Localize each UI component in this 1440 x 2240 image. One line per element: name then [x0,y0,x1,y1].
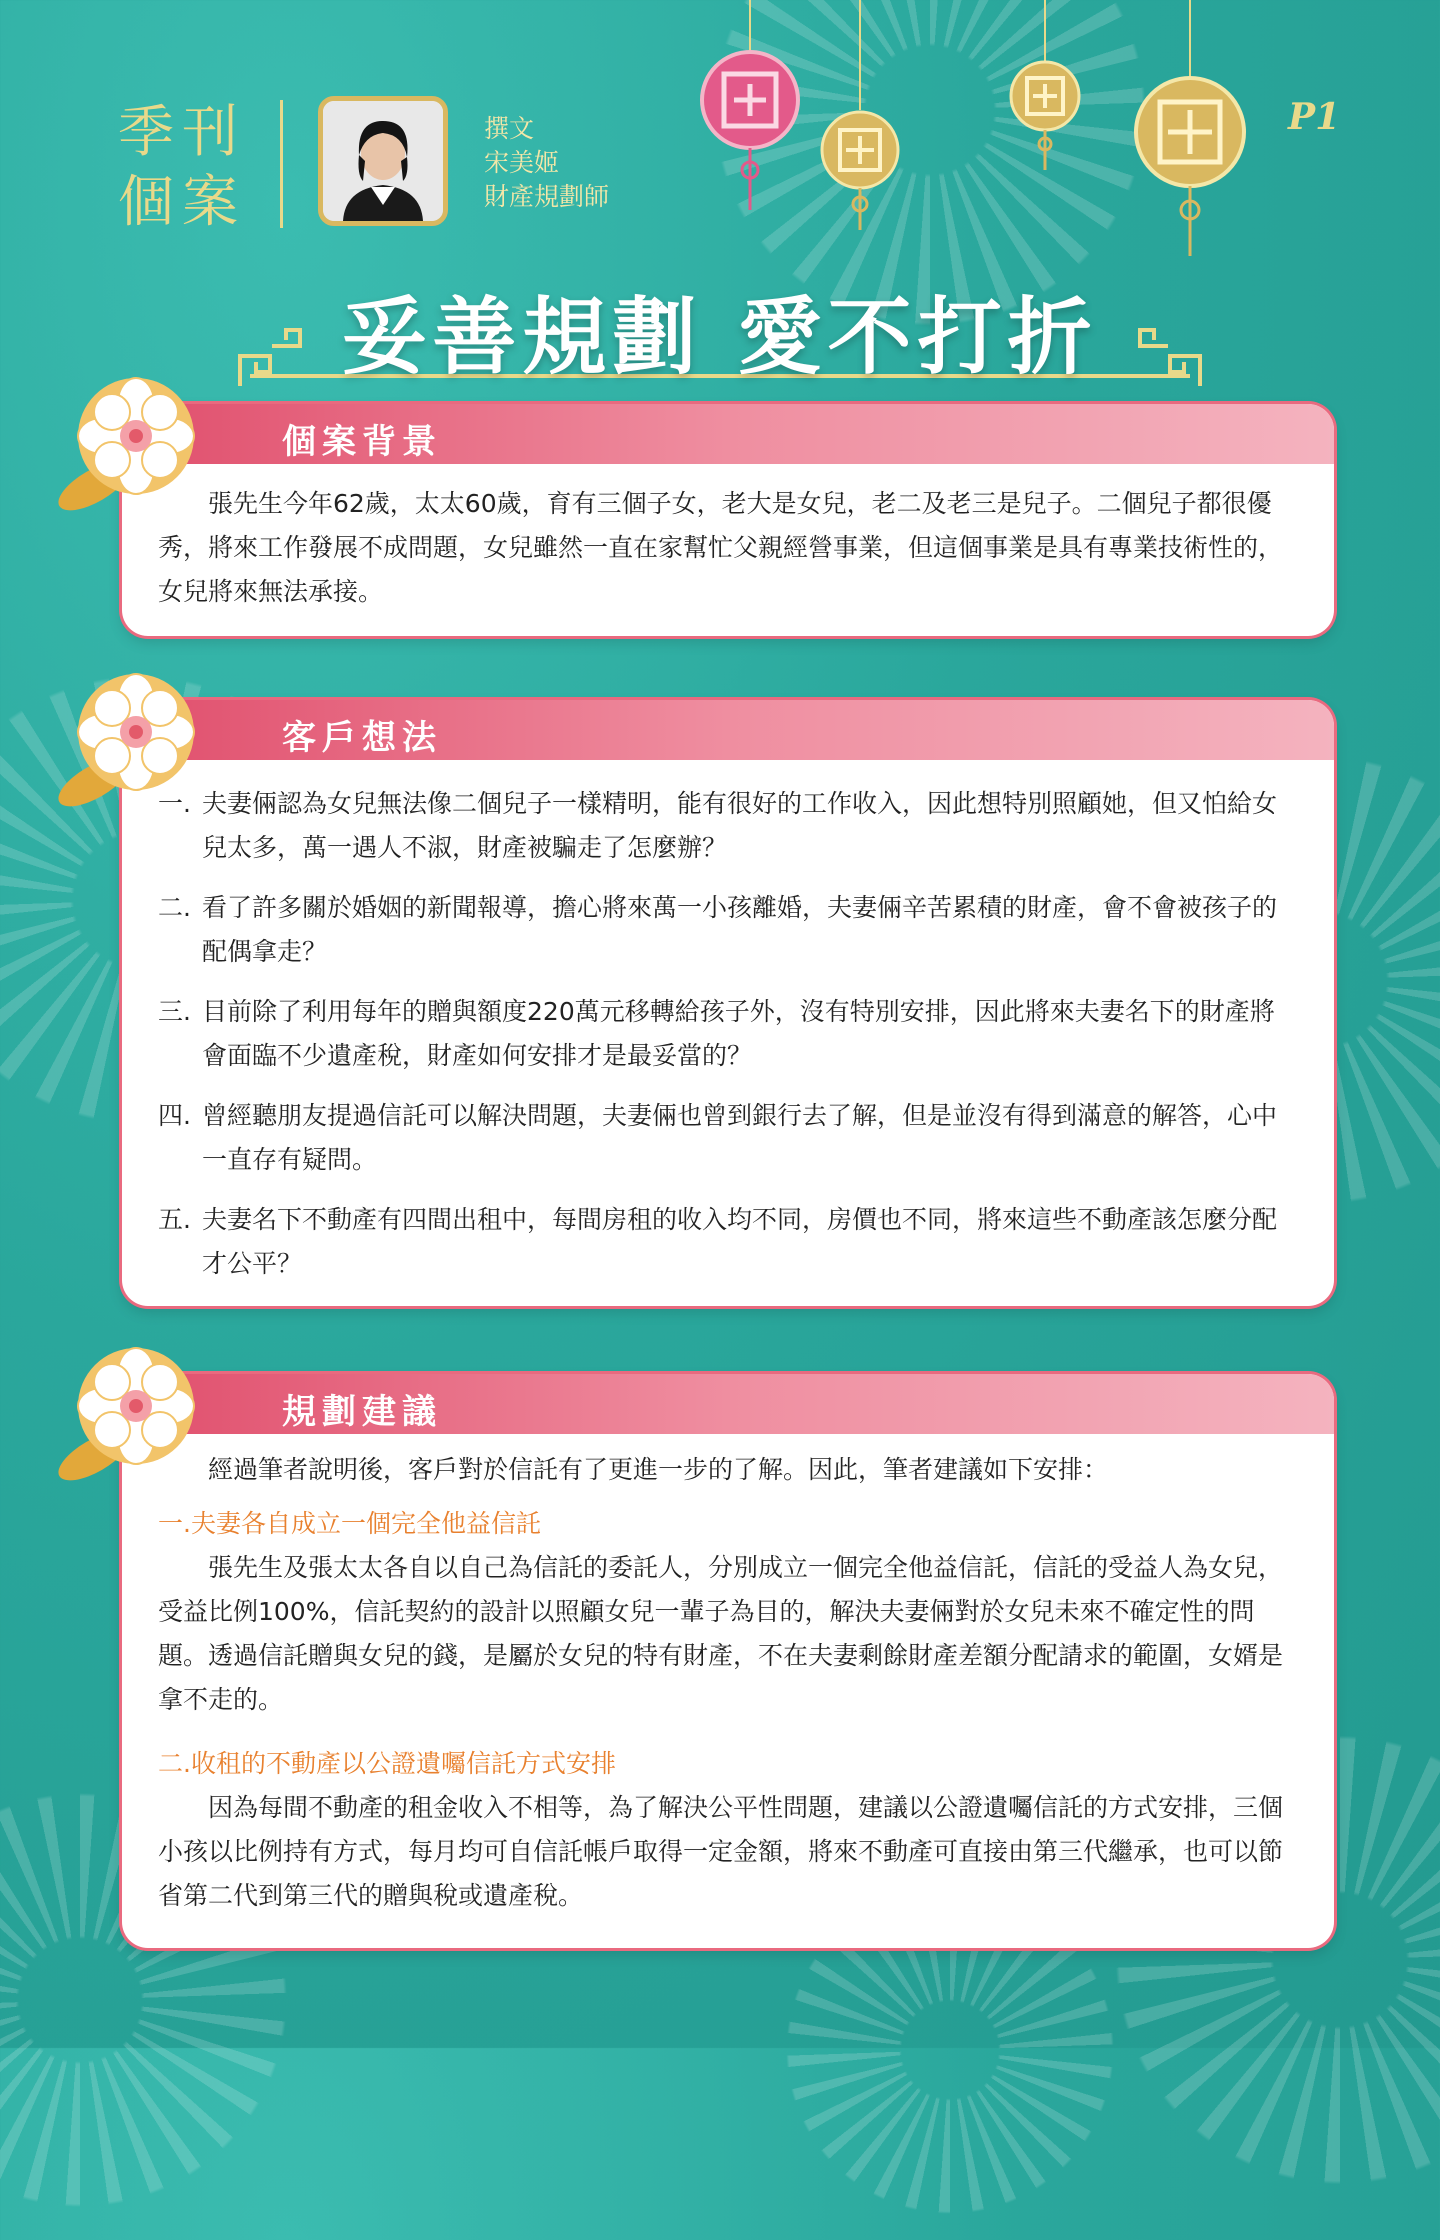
lantern-gold-icon [822,112,898,230]
section-planning-advice [122,1374,1334,1948]
flower-icon [56,662,206,812]
advice-subheading-2: 二.收租的不動產以公證遺囑信託方式安排 [158,1749,616,1778]
advice-subheading-1: 一.夫妻各自成立一個完全他益信託 [158,1509,541,1538]
masthead-line-1: 季刊 [118,100,246,165]
author-title: 財產規劃師 [484,182,610,211]
thoughts-list [158,782,1298,1286]
author-name: 宋美姬 [484,148,560,177]
advice-text-1: 張先生及張太太各自以自己為信託的委託人，分別成立一個完全他益信託，信託的受益人為女兒，受益比例100%，信託契約的設計以照顧女兒一輩子為目的，解決夫妻倆對於女兒未來不確定性的問題。透過信託贈與女兒的錢，是屬於女兒的特有財產，不在夫妻剩餘財產差額分配請求的範圍，女婿是拿不走的。 [158,1553,1284,1714]
lantern-ornaments [690,0,1280,260]
section-body [122,464,1334,636]
background-text: 張先生今年62歲，太太60歲，育有三個子女，老大是女兒，老二及老三是兒子。二個兒子都很優秀，將來工作發展不成問題，女兒雖然一直在家幫忙父親經營事業，但這個事業是具有專業技術性的，女兒將來無法承接。 [158,489,1284,606]
author-photo [318,96,448,226]
masthead-line-2: 個案 [118,170,246,235]
flower-icon [56,366,206,516]
author-role: 撰文 [484,114,535,143]
list-item: 三. 目前除了利用每年的贈與額度220萬元移轉給孩子外，沒有特別安排，因此將來夫妻名下的財產將會面臨不少遺產稅，財產如何安排才是最妥當的？ [158,997,1275,1070]
section-header [122,1374,1334,1434]
list-item: 一. 夫妻倆認為女兒無法像二個兒子一樣精明，能有很好的工作收入，因此想特別照顧她，但又怕給女兒太多，萬一遇人不淑，財產被騙走了怎麼辦？ [158,789,1278,862]
section-body [122,1434,1334,1940]
section-title: 客戶想法 [282,718,442,758]
list-item: 二. 看了許多關於婚姻的新聞報導，擔心將來萬一小孩離婚，夫妻倆辛苦累積的財產，會不會被孩子的配偶拿走？ [158,893,1278,966]
flower-icon [56,1336,206,1486]
page-title: 妥善規劃 愛不打折 [342,288,1098,386]
section-body [122,760,1334,1306]
advice-intro: 經過筆者說明後，客戶對於信託有了更進一步的了解。因此，筆者建議如下安排： [208,1455,1109,1484]
list-item: 五. 夫妻名下不動產有四間出租中，每間房租的收入均不同，房價也不同，將來這些不動產該怎麼分配才公平？ [158,1205,1278,1278]
section-client-thoughts [122,700,1334,1306]
page-number: P1 [1288,96,1341,138]
section-title: 個案背景 [282,422,442,462]
section-title: 規劃建議 [282,1392,442,1432]
section-header [122,404,1334,464]
masthead-divider [280,100,283,228]
advice-text-2: 因為每間不動產的租金收入不相等，為了解決公平性問題，建議以公證遺囑信託的方式安排，三個小孩以比例持有方式，每月均可自信託帳戶取得一定金額，將來不動產可直接由第三代繼承，也可以節省第二代到第三代的贈與稅或遺產稅。 [158,1793,1284,1910]
lantern-gold-icon [1011,62,1079,170]
lantern-gold-icon [1136,78,1244,256]
masthead [118,98,248,238]
lantern-pink-icon [702,52,798,210]
section-case-background [122,404,1334,636]
list-item: 四. 曾經聽朋友提過信託可以解決問題，夫妻倆也曾到銀行去了解，但是並沒有得到滿意的解答，心中一直存有疑問。 [158,1101,1278,1174]
author-info [484,112,609,214]
section-header [122,700,1334,760]
